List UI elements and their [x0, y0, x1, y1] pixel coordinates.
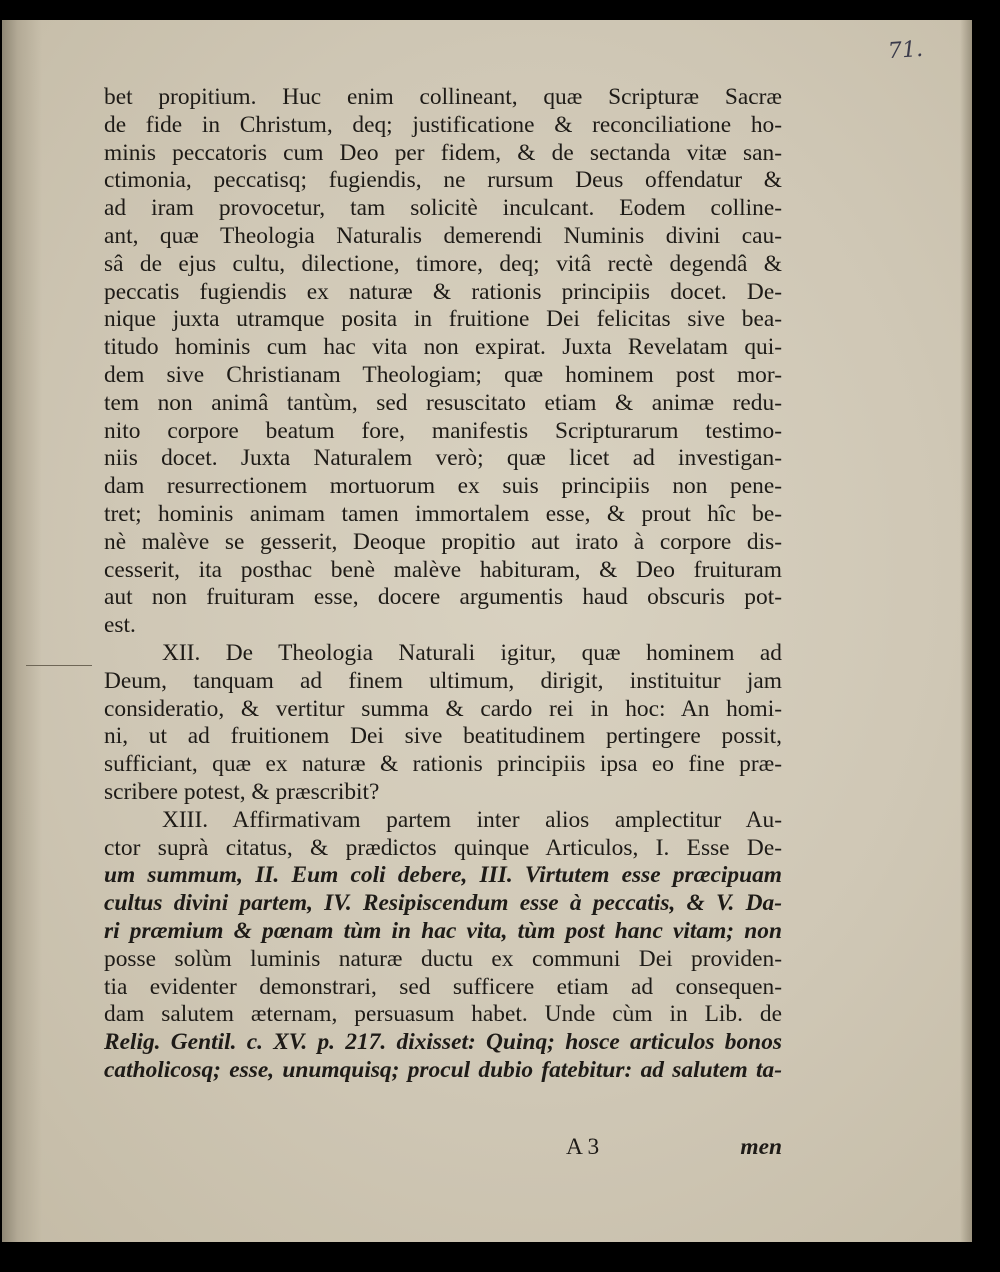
- page-gutter-shadow: [2, 20, 42, 1242]
- page-footer: [104, 1134, 782, 1164]
- text-line: ctimonia, peccatisq; fugiendis, ne rursum Deus offendatur &: [104, 167, 782, 194]
- text-line: consideratio, & vertitur summa & cardo rei in hoc: An homi-: [104, 695, 782, 722]
- margin-pencil-mark: [26, 665, 92, 666]
- text-line: catholicosq; esse, unumquisq; procul dubio fatebitur: ad salutem ta-: [104, 1056, 782, 1083]
- text-line: tem non animâ tantùm, sed resuscitato etiam & animæ redu-: [104, 389, 782, 416]
- page-edge-shadow: [960, 20, 972, 1242]
- folio-number: 71.: [887, 36, 924, 65]
- body-text: [104, 84, 782, 1085]
- text-line: ant, quæ Theologia Naturalis demerendi Numinis divini cau-: [104, 222, 782, 249]
- text-line: aut non fruituram esse, docere argumentis haud obscuris pot-: [104, 584, 782, 611]
- text-line: cesserit, ita posthac benè malève habituram, & Deo fruituram: [104, 556, 782, 583]
- signature-mark: A 3: [566, 1134, 600, 1160]
- text-line: dam resurrectionem mortuorum ex suis principiis non pene-: [104, 473, 782, 500]
- text-line: tret; hominis animam tamen immortalem esse, & prout hîc be-: [104, 500, 782, 527]
- text-line: de fide in Christum, deq; justificatione & reconciliatione ho-: [104, 111, 782, 138]
- text-line: Relig. Gentil. c. XV. p. 217. dixisset: Quinq; hosce articulos bonos: [104, 1029, 782, 1056]
- text-line: niis docet. Juxta Naturalem verò; quæ licet ad investigan-: [104, 445, 782, 472]
- text-line: posse solùm luminis naturæ ductu ex communi Dei providen-: [104, 945, 782, 972]
- text-line: dam salutem æternam, persuasum habet. Unde cùm in Lib. de: [104, 1001, 782, 1028]
- text-line: titudo hominis cum hac vita non expirat. Juxta Revelatam qui-: [104, 334, 782, 361]
- text-line: est.: [104, 612, 136, 639]
- text-line: tia evidenter demonstrari, sed sufficere etiam ad consequen-: [104, 973, 782, 1000]
- text-line: scribere potest, & præscribit?: [104, 778, 380, 805]
- text-line: Deum, tanquam ad finem ultimum, dirigit, instituitur jam: [104, 667, 782, 694]
- text-line: nique juxta utramque posita in fruitione Dei felicitas sive bea-: [104, 306, 782, 333]
- text-line: ctor suprà citatus, & prædictos quinque Articulos, I. Esse De-: [104, 834, 782, 861]
- text-line: peccatis fugiendis ex naturæ & rationis principiis docet. De-: [104, 278, 782, 305]
- text-line: nito corpore beatum fore, manifestis Scripturarum testimo-: [104, 417, 782, 444]
- text-line: XII. De Theologia Naturali igitur, quæ hominem ad: [162, 639, 782, 666]
- text-line: nè malève se gesserit, Deoque propitio aut irato à corpore dis-: [104, 528, 782, 555]
- text-line: um summum, II. Eum coli debere, III. Virtutem esse præcipuam: [104, 862, 782, 889]
- text-line: ri præmium & pœnam tùm in hac vita, tùm post hanc vitam; non: [104, 917, 782, 944]
- text-line: dem sive Christianam Theologiam; quæ hominem post mor-: [104, 361, 782, 388]
- text-line: sufficiant, quæ ex naturæ & rationis principiis ipsa eo fine præ-: [104, 751, 782, 778]
- text-line: ni, ut ad fruitionem Dei sive beatitudinem pertingere possit,: [104, 723, 782, 750]
- text-line: XIII. Affirmativam partem inter alios amplectitur Au-: [162, 806, 782, 833]
- text-line: cultus divini partem, IV. Resipiscendum esse à peccatis, & V. Da-: [104, 890, 782, 917]
- text-line: minis peccatoris cum Deo per fidem, & de sectanda vitæ san-: [104, 139, 782, 166]
- text-line: sâ de ejus cultu, dilectione, timore, deq; vitâ rectè degendâ &: [104, 250, 782, 277]
- text-line: bet propitium. Huc enim collineant, quæ Scripturæ Sacræ: [104, 84, 782, 110]
- catchword: men: [740, 1134, 782, 1160]
- text-line: ad iram provocetur, tam solicitè inculcant. Eodem colline-: [104, 195, 782, 222]
